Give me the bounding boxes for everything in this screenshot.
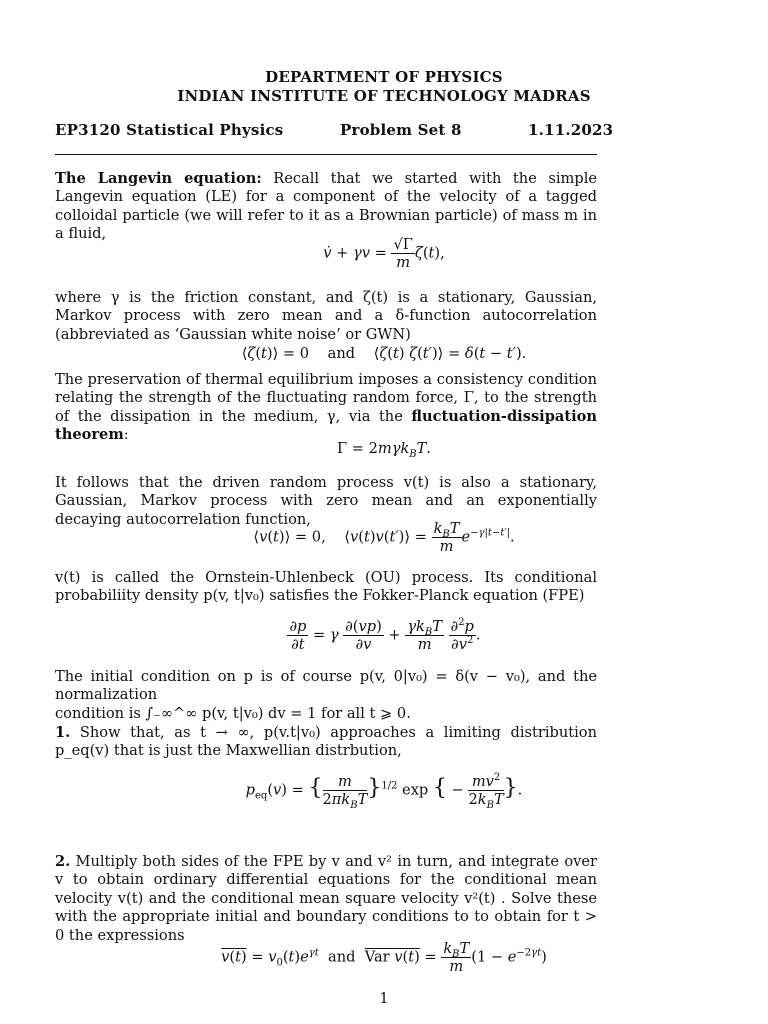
intro-paragraph bbox=[55, 170, 597, 244]
where-text: where γ is the friction constant, and ζ(t) is a stationary, Gaussian, Markov process with zero mean and a δ-function autocorrelation (abbreviated as ‘Gaussian white noise’ or GWN) bbox=[55, 289, 597, 343]
fdt-label: fluctuation-dissipation theorem bbox=[55, 407, 597, 444]
preservation-text: The preservation of thermal equilibrium imposes a consistency condition relating the strength of the fluctuating random force, Γ, to the strength of the dissipation in the medium, γ, via the bbox=[55, 371, 597, 425]
intro-title: The Langevin equation: bbox=[55, 170, 262, 187]
institute-heading: INDIAN INSTITUTE OF TECHNOLOGY MADRAS bbox=[177, 87, 591, 105]
initial-text-2: condition is ∫₋∞^∞ p(v, t|v₀) dv = 1 for all t ⩾ 0. bbox=[55, 704, 411, 722]
initial-condition-paragraph bbox=[55, 668, 597, 723]
department-heading: DEPARTMENT OF PHYSICS bbox=[265, 68, 503, 86]
initial-text-1: The initial condition on p is of course p(v, 0|v₀) = δ(v − v₀), and the normalization bbox=[55, 668, 597, 704]
q2-number: 2. bbox=[55, 853, 71, 870]
q2-text: Multiply both sides of the FPE by v and v² in turn, and integrate over v to obtain ordinary differential equations for the conditional mean velocity v(t) and the conditional mean square velocity v²(t) . Solve these with the appropriate initial and boundary conditions to to obtain for t > 0 the expressions bbox=[55, 853, 597, 944]
preservation-paragraph bbox=[55, 371, 597, 445]
intro-text: Recall that we started with the simple Langevin equation (LE) for a component of the velocity of a tagged colloidal particle (we will refer to it as a Brownian particle) of mass m in a fluid, bbox=[55, 170, 597, 243]
ou-text: v(t) is called the Ornstein-Uhlenbeck (OU) process. Its conditional probabiliity density p(v, t|v₀) satisfies the Fokker-Planck equation (FPE) bbox=[55, 569, 597, 605]
question-1 bbox=[55, 724, 597, 761]
mean-variance-equation: $v(t) = v_0(t)e^{\gamma t}$ and Var v(t) = $\frac{k_BT}{m}$ $(1 - e^{-2\gamma t})$ bbox=[221, 940, 547, 975]
question-2 bbox=[55, 853, 597, 945]
velocity-correlation-equation: ⟨v(t)⟩ = 0, ⟨v(t)v(t′)⟩ = $\frac{k_BT}{m}$ $e^{-\gamma|t-t'|}$. bbox=[253, 520, 515, 555]
course-title: EP3120 Statistical Physics bbox=[55, 121, 284, 139]
problem-set-title: Problem Set 8 bbox=[340, 121, 462, 139]
q1-number: 1. bbox=[55, 724, 71, 741]
page-number: 1 bbox=[379, 990, 389, 1007]
fdt-equation: Γ = 2mγk$_B$T. bbox=[336, 440, 432, 460]
date-label: 1.11.2023 bbox=[528, 121, 614, 139]
fokker-planck-equation: $\frac{\partial p}{\partial t}$ = γ $\frac{\partial(vp)}{\partial v}$ + $\frac{\gamma k_BT}{m}$ $\frac{\partial^2p}{\partial v^2}$ . bbox=[289, 617, 481, 653]
where-paragraph bbox=[55, 289, 597, 344]
fdt-colon: : bbox=[123, 426, 129, 444]
noise-correlation-equation: ⟨ζ(t)⟩ = 0 and ⟨ζ(t) ζ(t′)⟩ = δ(t − t′). bbox=[241, 345, 527, 362]
maxwellian-equation: $p_{eq}(v)$ = { $\frac{m}{2\pi k_BT}$ }$^{1/2}$ exp { − $\frac{mv^2}{2k_BT}$ }. bbox=[245, 772, 523, 811]
ou-paragraph bbox=[55, 569, 597, 606]
follows-text: It follows that the driven random process v(t) is also a stationary, Gaussian, Markov process with zero mean and an exponentially decaying autocorrelation function, bbox=[55, 474, 597, 528]
langevin-equation: v̇ + γv = $\frac{√\Gamma}{m}$ ζ(t), bbox=[323, 236, 445, 271]
q1-text: Show that, as t → ∞, p(v.t|v₀) approaches a limiting distribution p_eq(v) that is just the Maxwellian distrbution, bbox=[55, 724, 597, 760]
header-divider bbox=[55, 154, 597, 155]
